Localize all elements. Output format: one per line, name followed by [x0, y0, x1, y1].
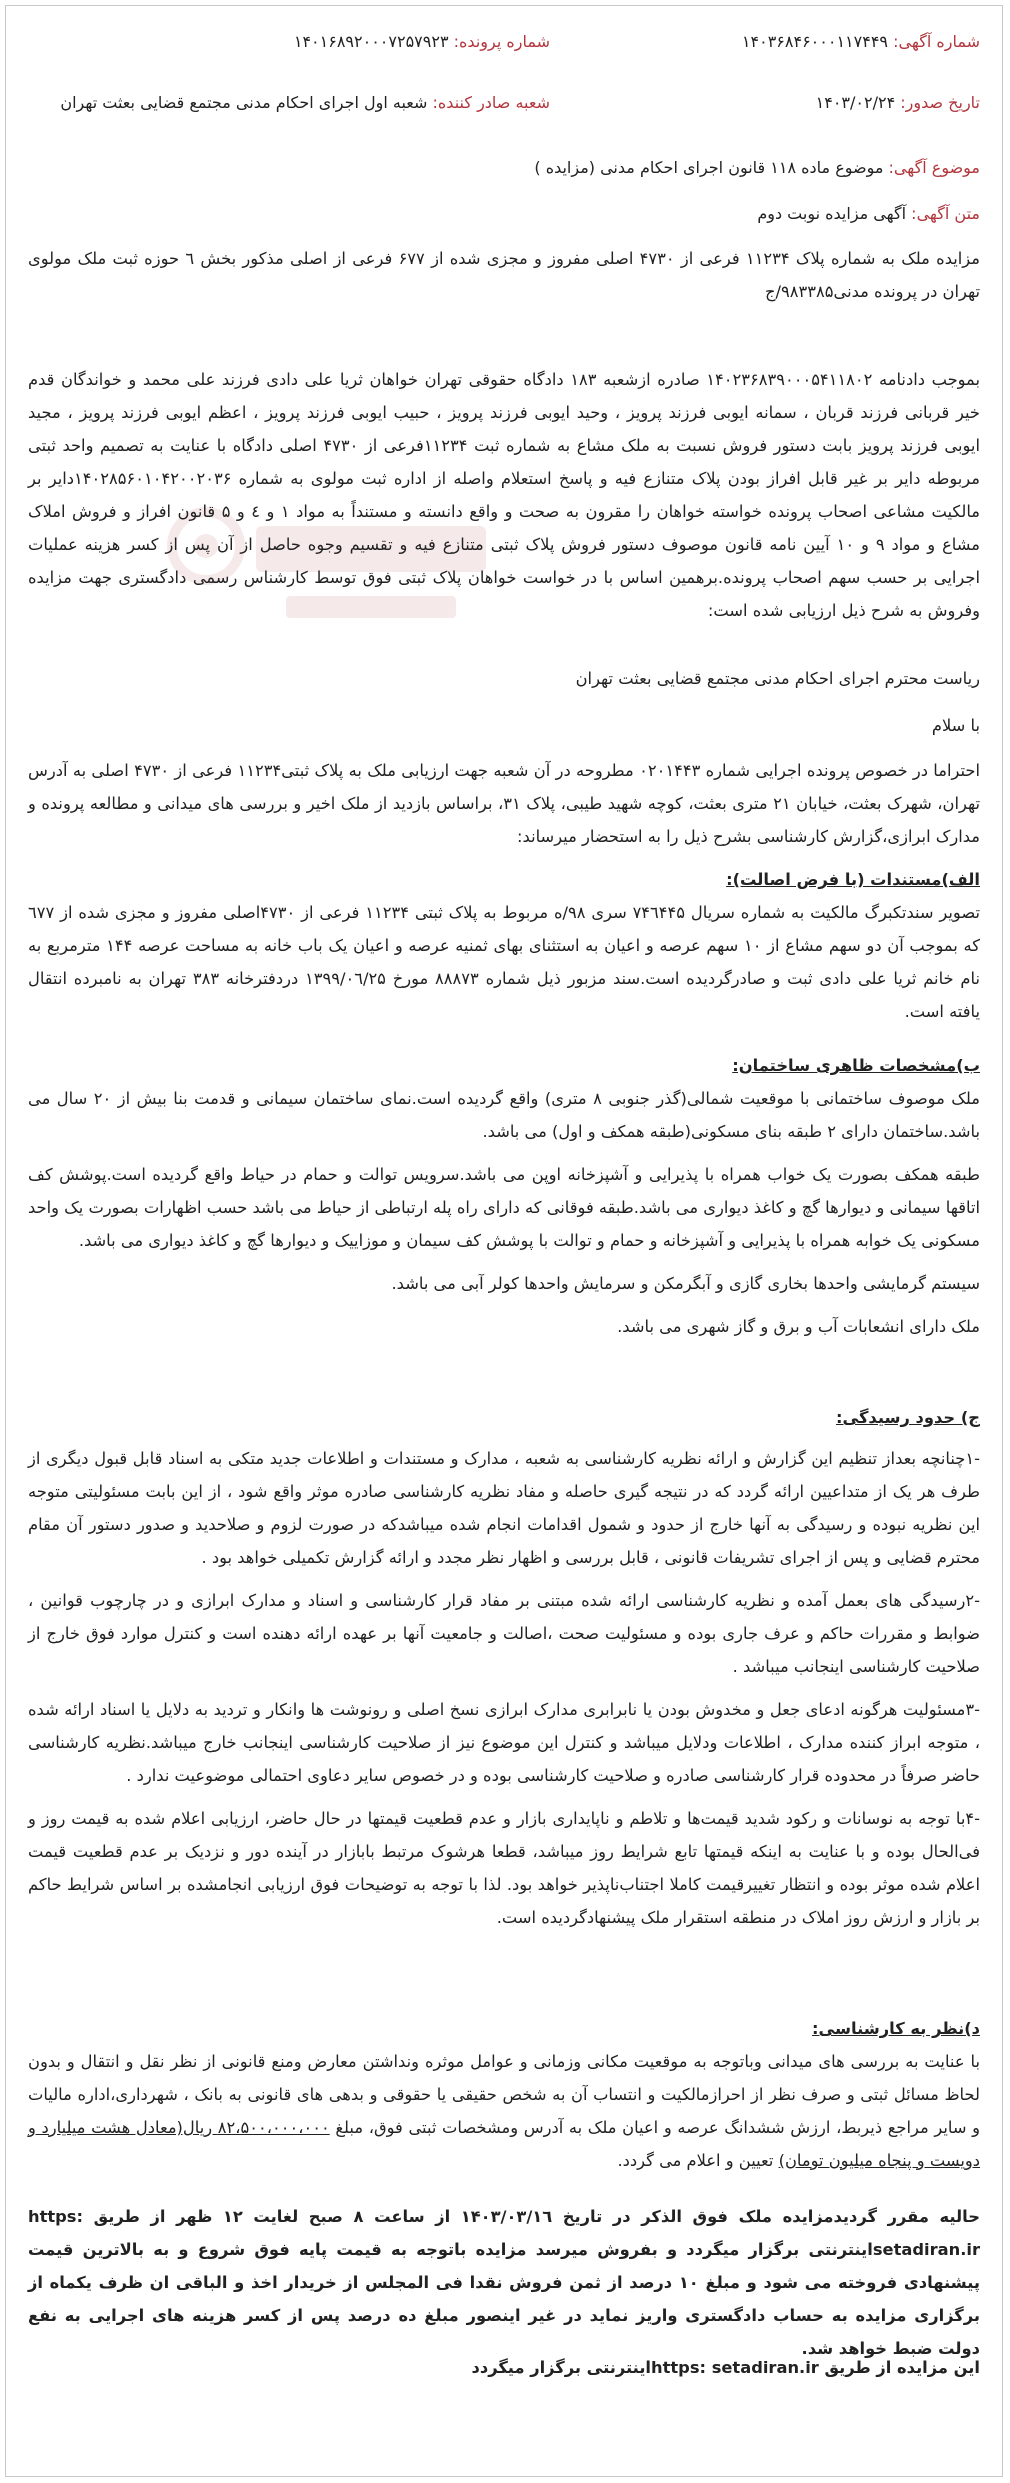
ad-text-heading [757, 204, 980, 223]
issuer-value: شعبه اول اجرای احکام مدنی مجتمع قضایی بعثت تهران [60, 93, 428, 112]
issuer [60, 93, 550, 112]
file-number [294, 32, 550, 51]
section-d-amount: ۸۲،۵۰۰،۰۰۰،۰۰۰ ریال(معادل هشت میلیارد و دویست و پنجاه میلیون تومان) [28, 2118, 980, 2170]
section-a-title: الف)مستندات (با فرض اصالت): [726, 870, 980, 889]
ad-text-value: آگهی مزایده نوبت دوم [757, 204, 907, 223]
greeting [28, 709, 980, 742]
issuer-label: شعبه صادر کننده: [432, 93, 550, 112]
greeting-text: با سلام [931, 716, 980, 735]
addressee-text: ریاست محترم اجرای احکام مدنی مجتمع قضایی بعثت تهران [575, 669, 980, 688]
file-number-label: شماره پرونده: [453, 32, 550, 51]
ad-number-label: شماره آگهی: [893, 32, 980, 51]
addressee [28, 662, 980, 695]
section-c-p4: -۴با توجه به نوسانات و رکود شدید قیمت‌ها و تلاطم و ناپایداری بازار و عدم قطعیت قیمتها در حال حاضر، ارزیابی اعلام شده به قیمت روز و فی‌الحال بوده و با عنایت به اینکه قیمتها تابع شرایط روز میباشد، قطعا هرشوک مرتبط بابازار در آینده دور و نزدیک بر عدم قطعیت قیمت اعلام شده موثر بوده و انتظار تغییرقیمت کاملا اجتناب‌ناپذیر خواهد بود. لذا با توجه به توضیحات فوق ارزیابی انجامشده بر اساس شرایط حاکم بر بازار و ارزش روز املاک در منطقه استقرار ملک پیشنهادگردیده است. [28, 1809, 980, 1927]
issue-date-label: تاریخ صدور: [900, 93, 980, 112]
section-d-end: تعیین و اعلام می گردد. [617, 2151, 779, 2170]
respect-paragraph [28, 754, 980, 853]
section-b [28, 1049, 980, 1343]
section-a [28, 863, 980, 1028]
respect-text: احتراما در خصوص پرونده اجرایی شماره ۰۲۰۱۴۴۳ مطروحه در آن شعبه جهت ارزیابی ملک به پلاک ثبتی۱۱۲۳۴ فرعی از ۴۷۳۰ اصلی به آدرس تهران، شهرک بعثت، خیابان ۲۱ متری بعثت، کوچه شهید طیبی، پلاک ۳۱، براساس بازدید از ملک اخیر و بررسی های میدانی و مطالعه پرونده و مدارک ابرازی،گزارش کارشناسی بشرح ذیل را به استحضار میرساند: [28, 761, 981, 846]
section-b-title: ب)مشخصات ظاهری ساختمان: [732, 1056, 980, 1075]
ad-number [742, 32, 980, 51]
auction-note [28, 2351, 980, 2384]
document-frame [5, 5, 1003, 2477]
section-b-p3: سیستم گرمایشی واحدها بخاری گازی و آبگرمکن و سرمایش واحدها کولر آبی می باشد. [391, 1274, 980, 1293]
main-paragraph [28, 363, 980, 627]
section-b-p1: ملک موصوف ساختمانی با موقعیت شمالی(گذر جنوبی ۸ متری) واقع گردیده است.نمای ساختمان سیمانی و قدمت بنا بیش از ۲۰ سال می باشد.ساختمان دارای ۲ طبقه بنای مسکونی(طبقه همکف و اول) می باشد. [28, 1089, 980, 1141]
auction-note-text: این مزایده از طریق https: setadiran.irاینترنتی برگزار میگردد [471, 2358, 980, 2377]
subject-value: موضوع ماده ۱۱۸ قانون اجرای احکام مدنی (مزایده ) [534, 158, 884, 177]
section-d [28, 2012, 980, 2177]
section-a-text: تصویر سندتکبرگ مالکیت به شماره سریال ۷۴٦۴۴۵ سری ۹۸/ه مربوط به پلاک ثبتی ۱۱۲۳۴ فرعی از ۴۷۳۰اصلی مفروز و مجزی شده از ٦۷۷ که بموجب آن دو سهم مشاع از ۱۰ سهم عرصه و اعیان به استثنای بهای ثمنیه عرصه و اعیان یک باب خانه به مساحت عرصه ۱۴۴ مترمربع به نام خانم ثریا علی دادی ثبت و صادرگردیده است.سند مزبور ذیل شماره ۸۸۸۷۳ مورخ ۱۳۹۹/۰٦/۲۵ دردفترخانه ۳۸۳ تهران به نامبرده انتقال یافته است. [28, 903, 980, 1021]
section-b-p4: ملک دارای انشعابات آب و برق و گاز شهری می باشد. [617, 1317, 980, 1336]
subject-label: موضوع آگهی: [888, 158, 980, 177]
file-number-value: ۱۴۰۱۶۸۹۲۰۰۰۷۲۵۷۹۲۳ [293, 32, 449, 51]
section-c-title: ج) حدود رسیدگی: [835, 1408, 980, 1427]
section-d-paragraph [28, 2045, 980, 2177]
ad-number-value: ۱۴۰۳۶۸۴۶۰۰۰۱۱۷۴۴۹ [741, 32, 889, 51]
section-b-p2: طبقه همکف بصورت یک خواب همراه با پذیرایی و آشپزخانه اوپن می باشد.سرویس توالت و حمام در حیاط واقع گردیده است.پوشش کف اتاقها سیمانی و دیوارها گچ و کاغذ دیواری می باشد.طبقه فوقانی که دارای راه پله ارتباطی از حیاط می باشد حسب اظهارات بصورت یک واحد مسکونی یک خوابه همراه با پذیرایی و آشپزخانه و حمام و توالت با پوشش کف سیمان و موزاییک و دیوارها گچ و کاغذ دیواری می باشد. [28, 1165, 980, 1250]
section-c-p1: -۱چنانچه بعداز تنظیم این گزارش و ارائه نظریه کارشناسی به شعبه ، مدارک و مستندات و اطلاعات جدید متکی به اسناد قابل قبول دیگری از طرف هر یک از متداعیین ارائه گردد که در نتیجه گیری حاصله و مفاد نظریه کارشناسی صادره موثر واقع شود ، از این بابت مسئولیتی متوجه این نظریه نبوده و رسیدگی به آنها خارج از حدود و شمول اقدامات انجام شده میباشدکه در صورت لزوم و صلاحدید و صدور دستور آن مقام محترم قضایی و پس از اجرای تشریفات قانونی ، قابل بررسی و اظهار نظر مجدد و ارائه گزارش تکمیلی خواهد بود . [28, 1449, 980, 1567]
subject [534, 158, 980, 177]
intro-text: مزایده ملک به شماره پلاک ۱۱۲۳۴ فرعی از ۴۷۳۰ اصلی مفروز و مجزی شده از ۶۷۷ فرعی از اصلی مذکور بخش ٦ حوزه ثبت ملک مولوی تهران در پرونده مدنی۹۸۳۳۸۵/ج [28, 249, 980, 301]
section-c [28, 1401, 980, 1934]
auction-paragraph [28, 2200, 980, 2365]
auction-text: حالیه مقرر گردیدمزایده ملک فوق الذکر در تاریخ ۱۴۰۳/۰۳/۱٦ از ساعت ۸ صبح لغایت ۱۲ ظهر از طریق https: setadiran.irاینترنتی برگزار میگردد و بفروش میرسد مزایده باتوجه به قیمت پایه فوق شروع و به بالاترین قیمت پیشنهادی فروخته می شود و مبلغ ۱۰ درصد از ثمن فروش نقدا فی المجلس از خریدار اخذ و الباقی ان ظرف یکماه از برگزاری مزایده به حساب دادگستری واریز نماید در غیر اینصور مبلغ ده درصد پس از کسر هزینه های اجرایی به نفع دولت ضبط خواهد شد. [28, 2207, 981, 2358]
intro-paragraph [28, 242, 980, 308]
section-d-text: با عنایت به بررسی های میدانی وباتوجه به موقعیت مکانی وزمانی و عوامل موثره ونداشتن معارض ومنع قانونی از نظر نقل و انتقال و بدون لحاظ مسائل ثبتی و صرف نظر از احرازمالکیت و انتساب آن به شخص حقیقی یا حقوقی و بدهی های قانونی به بانک ، شهرداری،اداره مالیات و سایر مراجع ذیربط، ارزش ششدانگ عرصه و اعیان ملک به آدرس ومشخصات ثبتی فوق، مبلغ [28, 2052, 980, 2137]
main-text: بموجب دادنامه ۱۴۰۲۳۶۸۳۹۰۰۰۵۴۱۱۸۰۲ صادره ازشعبه ۱۸۳ دادگاه حقوقی تهران خواهان ثریا علی دادی فرزند علی محمد و خواندگان قدم خیر قربانی فرزند قربان ، سمانه ایوبی فرزند پرویز ، وحید ایوبی فرزند پرویز ، حبیب ایوبی فرزند پرویز ، اعظم ایوبی فرزند پرویز ، مجید ایوبی فرزند پرویز بابت دستور فروش نسبت به ملک مشاع به شماره ثبت ۱۱۲۳۴فرعی از ۴۷۳۰ اصلی دادگاه با عنایت به تصمیم واحد ثبتی مربوطه دایر بر غیر قابل افراز بودن پلاک متنازع فیه و پاسخ استعلام واصله از اداره ثبت مولوی به شماره ۱۴۰۲۸۵۶۰۱۰۴۲۰۰۲۰۳۶دایر بر مالکیت مشاعی اصحاب پرونده خواسته خواهان را مقرون به صحت و واقع دانسته و مستنداً به مواد ۱ و ٤ و ۵ قانون افراز و فروش املاک مشاع و مواد ۹ و ۱۰ آیین نامه قانون موصوف دستور فروش پلاک ثبتی متنازع فیه و تقسیم وجوه حاصل از آن پس از کسر هزینه عملیات اجرایی بر حسب سهم اصحاب پرونده.برهمین اساس با در خواست خواهان پلاک ثبتی فوق توسط کارشناس رسمی دادگستری جهت مزایده وفروش به شرح ذیل ارزیابی شده است: [28, 370, 981, 620]
ad-text-label: متن آگهی: [911, 204, 980, 223]
section-c-p3: -۳مسئولیت هرگونه ادعای جعل و مخدوش بودن یا نابرابری مدارک ابرازی نسخ اصلی و رونوشت ها وانکار و تردید به دلایل یا اسناد ارائه شده ، متوجه ابراز کننده مدارک ، اطلاعات ودلایل میباشد و کنترل این موضوع نیز از صلاحیت کارشناسی اینجانب خارج میباشد.نظریه کارشناسی حاضر صرفاً در محدوده قرار کارشناسی صادره و صلاحیت کارشناسی بوده و در خصوص سایر دعاوی احتمالی موضوعیت ندارد . [28, 1700, 980, 1785]
section-c-p2: -۲رسیدگی های بعمل آمده و نظریه کارشناسی ارائه شده مبتنی بر مفاد قرار کارشناسی و اسناد و مدارک ابرازی و در چارچوب قوانین ، ضوابط و مقررات حاکم و عرف جاری بوده و مسئولیت صحت ،اصالت و جامعیت آنها بر عهده ارائه دهنده است و کنترل موارد فوق خارج از صلاحیت کارشناسی اینجانب میباشد . [28, 1591, 980, 1676]
section-d-title: د)نظر به کارشناسی: [812, 2019, 980, 2038]
issue-date [816, 93, 980, 112]
issue-date-value: ۱۴۰۳/۰۲/۲۴ [815, 93, 896, 112]
